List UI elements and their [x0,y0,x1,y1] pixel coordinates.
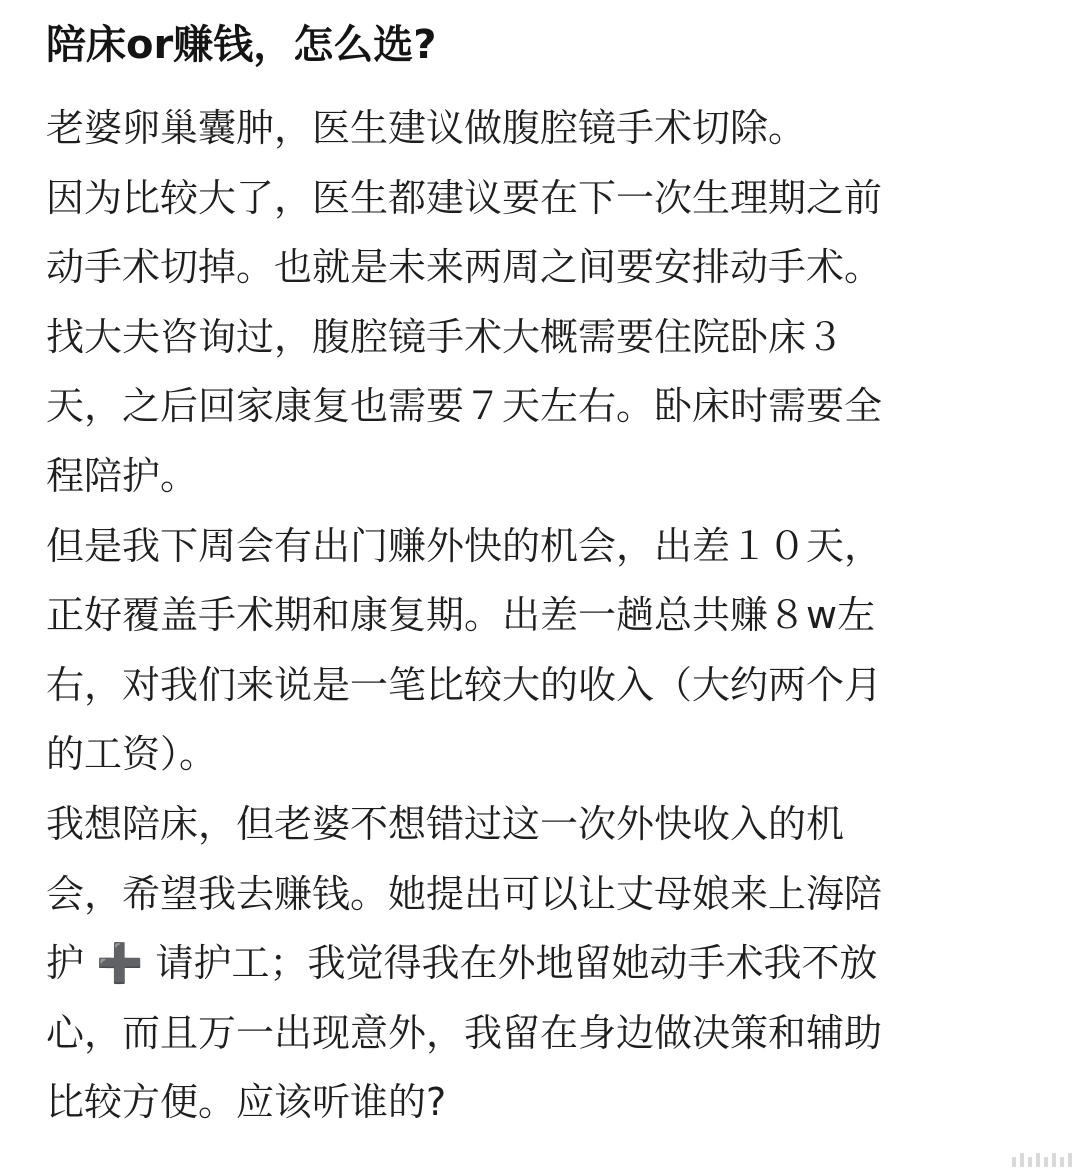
post-line: 我想陪床，但老婆不想错过这一次外快收入的机 [46,801,845,846]
watermark-bar [1052,1153,1056,1167]
post-line: 心，而且万一出现意外，我留在身边做决策和辅助 [46,1010,883,1055]
post-line: 会，希望我去赚钱。她提出可以让丈母娘来上海陪 [46,871,883,916]
post-line: 右，对我们来说是一笔比较大的收入（大约两个月 [46,662,883,707]
post-line: 正好覆盖手术期和康复期。出差一趟总共赚８w左 [46,593,876,638]
post-line: 护 ➕ 请护工；我觉得我在外地留她动手术我不放 [46,941,878,986]
post-line: 因为比较大了，医生都建议要在下一次生理期之前 [46,175,883,220]
post-body [46,94,1036,1138]
watermark-bar [1020,1153,1024,1167]
watermark-bar [1044,1157,1048,1167]
post-line: 动手术切掉。也就是未来两周之间要安排动手术。 [46,245,883,290]
post-line: 找大夫咨询过，腹腔镜手术大概需要住院卧床３ [46,314,845,359]
watermark-mark [1012,1153,1072,1167]
post-line: 程陪护。 [46,453,199,498]
watermark-bar [1036,1153,1040,1167]
post-line: 天，之后回家康复也需要７天左右。卧床时需要全 [46,384,883,429]
post-line: 老婆卵巢囊肿，医生建议做腹腔镜手术切除。 [46,106,807,150]
post [46,14,1036,1138]
post-line: 但是我下周会有出门赚外快的机会，出差１０天， [46,523,883,568]
watermark-bar [1012,1157,1016,1167]
watermark-bar [1060,1157,1064,1167]
watermark-bar [1028,1157,1032,1167]
post-line: 的工资）。 [46,732,218,777]
watermark-bar [1068,1153,1072,1167]
post-line: 比较方便。应该听谁的? [46,1080,447,1125]
post-title: 陪床or赚钱，怎么选? [46,22,437,68]
